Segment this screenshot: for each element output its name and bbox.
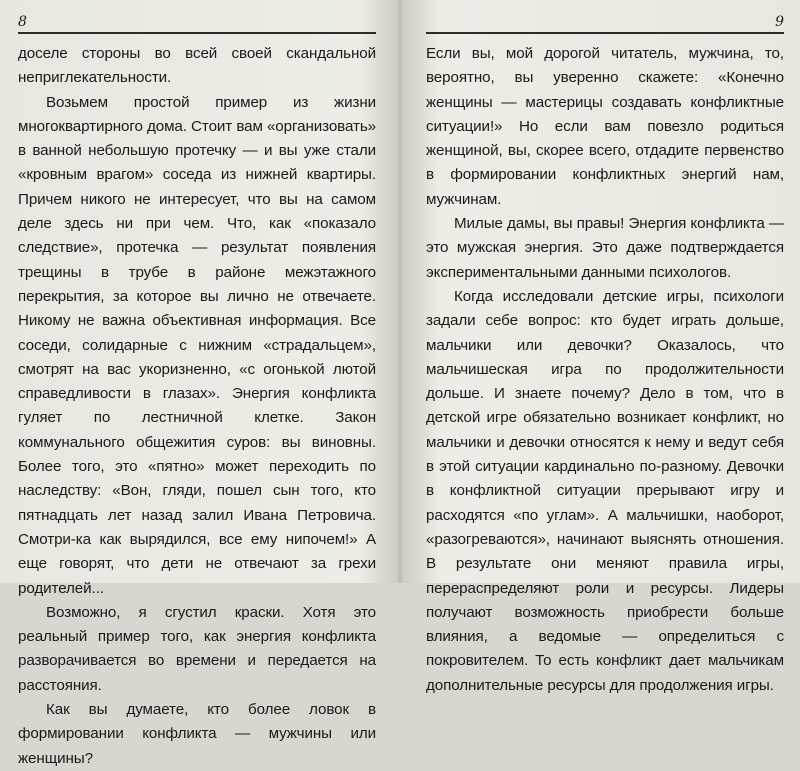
right-page-number: 9 <box>775 14 784 30</box>
paragraph: Возьмем простой пример из жизни многоквартирного дома. Стоит вам «организовать» в ванной небольшую протечку — и вы уже стали «кровным врагом» соседа из нижней квартиры. Причем никого не интересует, что вы на самом деле здесь ни при чем. Что, как «показало следствие», протечка — результат появления трещины в трубе в районе межэтажного перекрытия, за которое вы лично не отвечаете. Никому не важна объективная информация. Все соседи, солидарные с нижним «страдальцем», смотрят на вас укоризненно, «с огонькой лютой справедливости в глазах». Энергия конфликта гуляет по лестничной клетке. Закон коммунального общежития суров: вы виновны. Более того, это «пятно» может переходить по наследству: «Вон, гляди, пошел сын того, кто пятнадцать лет назад залил Ивана Петровича. Смотри-ка как вырядился, все ему нипочем!» А еще говорят, что дети не отвечают за грехи родителей... <box>18 93 376 597</box>
paragraph: Возможно, я сгустил краски. Хотя это реальный пример того, как энергия конфликта разворачивается во времени и передается на расстояния. <box>18 603 376 694</box>
paragraph: Если вы, мой дорогой читатель, мужчина, то, вероятно, вы уверенно скажете: «Конечно женщины — мастерицы создавать конфликтные ситуации!» Но если вам повезло родиться женщиной, вы, скорее всего, отдадите первенство в формировании конфликтных энергий нам, мужчинам. <box>426 45 784 208</box>
right-page-header <box>426 10 784 34</box>
left-page <box>0 0 398 767</box>
paragraph: Как вы думаете, кто более ловок в формировании конфликта — мужчины или женщины? <box>18 701 376 767</box>
paragraph: Милые дамы, вы правы! Энергия конфликта — это мужская энергия. Это даже подтверждается экспериментальными данными психологов. <box>426 215 784 281</box>
paragraph: доселе стороны во всей своей скандальной неприглекательности. <box>18 45 376 87</box>
paragraph: Когда исследовали детские игры, психологи задали себе вопрос: кто будет играть дольше, мальчики или девочки? Оказалось, что мальчишеская игра по продолжительности дольше. И знаете почему? Дело в том, что в детской игре обязательно возникает конфликт, но мальчики и девочки относятся к нему и ведут себя в этой ситуации кардинально по-разному. Девочки в конфликтной ситуации прерывают игру и расходятся «по углам». А мальчишки, наоборот, «разогреваются», начинают выяснять отношения. В результате они меняют правила игры, перераспределяют роли и ресурсы. Лидеры получают возможность приобрести больше влияния, а ведомые — определиться с покровителем. То есть конфликт дает мальчикам дополнительные ресурсы для продолжения игры. <box>426 287 784 694</box>
left-page-body <box>18 42 376 771</box>
right-page-body <box>426 42 784 698</box>
left-page-number: 8 <box>18 14 27 30</box>
right-page <box>402 0 800 694</box>
left-page-header <box>18 10 376 34</box>
